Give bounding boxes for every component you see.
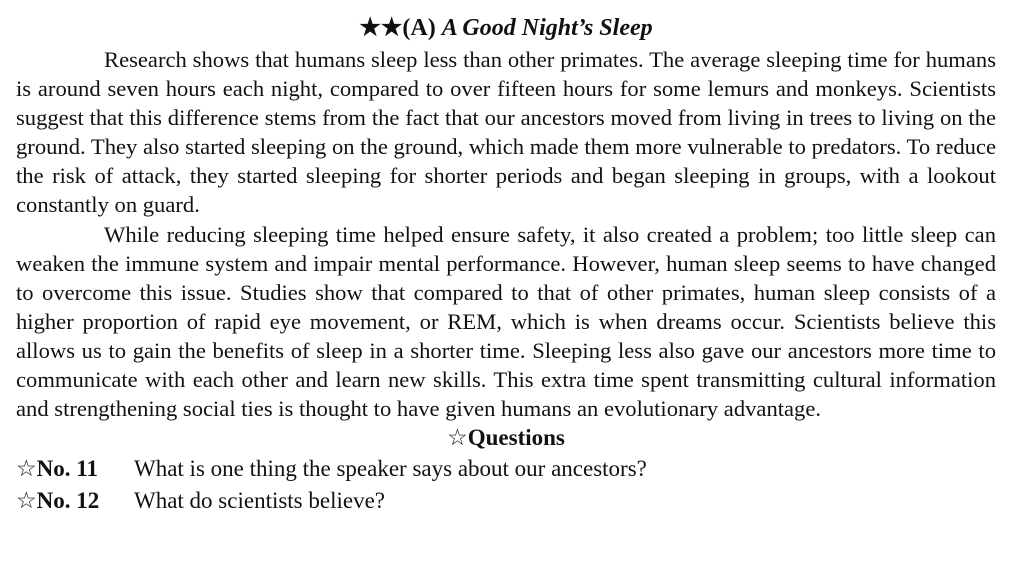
passage-title-text: A Good Night’s Sleep bbox=[441, 15, 653, 41]
question-text: What is one thing the speaker says about our ancestors? bbox=[134, 456, 647, 482]
star-outline-icon: ☆ bbox=[447, 425, 468, 451]
question-item-11 bbox=[16, 453, 996, 485]
question-number-label: No. 11 bbox=[36, 456, 98, 482]
passage-title bbox=[16, 14, 996, 43]
passage-tag: (A) bbox=[402, 15, 436, 41]
paragraph-1: Research shows that humans sleep less than other primates. The average sleeping time for humans is around seven hours each night, compared to over fifteen hours for some lemurs and monkeys. Scientists suggest that this difference stems from the fact that our ancestors moved from living in trees to living on the ground. They also started sleeping on the ground, which made them more vulnerable to predators. To reduce the risk of attack, they started sleeping for shorter periods and began sleeping in groups, with a lookout constantly on guard. bbox=[16, 47, 996, 218]
star-outline-icon: ☆ bbox=[16, 456, 37, 482]
question-number bbox=[16, 485, 134, 517]
paragraph-2: While reducing sleeping time helped ensure safety, it also created a problem; too little sleep can weaken the immune system and impair mental performance. However, human sleep seems to have changed to overcome this issue. Studies show that compared to that of other primates, human sleep consists of a higher proportion of rapid eye movement, or REM, which is when dreams occur. Scientists believe this allows us to gain the benefits of sleep in a shorter time. Sleeping less also gave our ancestors more time to communicate with each other and learn new skills. This extra time spent transmitting cultural information and strengthening social ties is thought to have given humans an evolutionary advantage. bbox=[16, 221, 996, 422]
question-item-12 bbox=[16, 485, 996, 517]
questions-label: Questions bbox=[467, 425, 565, 451]
document-page bbox=[16, 14, 996, 517]
question-number bbox=[16, 453, 134, 485]
question-text: What do scientists believe? bbox=[134, 488, 386, 514]
questions-heading bbox=[16, 423, 996, 453]
question-number-label: No. 12 bbox=[36, 488, 100, 514]
difficulty-stars: ★★ bbox=[359, 15, 403, 41]
star-outline-icon: ☆ bbox=[16, 488, 37, 514]
